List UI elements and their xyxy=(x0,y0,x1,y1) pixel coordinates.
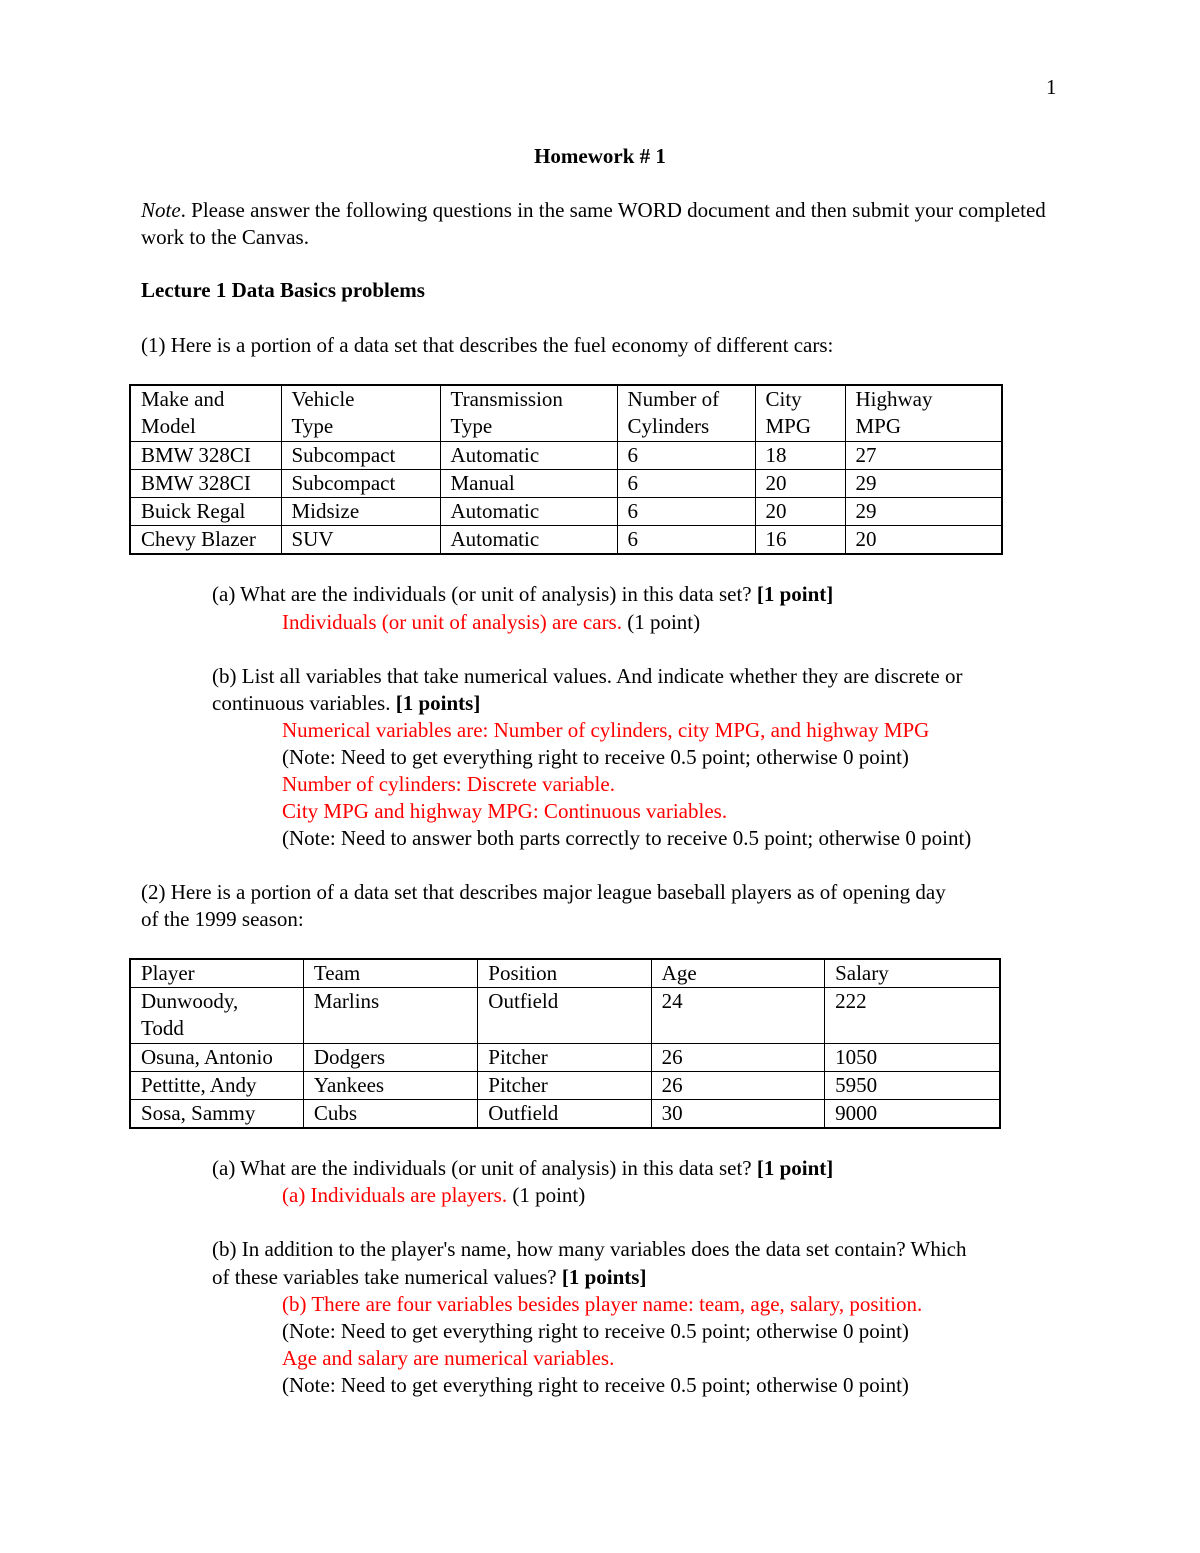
table-cell: Automatic xyxy=(440,498,617,526)
table-cell: 18 xyxy=(755,442,845,470)
table-cell: 29 xyxy=(845,498,1002,526)
section-title: Lecture 1 Data Basics problems xyxy=(141,278,425,302)
table-row xyxy=(130,470,1002,498)
q1b-points: [1 points] xyxy=(395,691,481,715)
cars-table xyxy=(129,384,1003,555)
table-cell: 29 xyxy=(845,470,1002,498)
q2b-points: [1 points] xyxy=(561,1265,647,1289)
q1b-question-line1: (b) List all variables that take numerical values. And indicate whether they are discrete or xyxy=(212,664,963,688)
note-text: . Please answer the following questions in the same WORD document and then submit your completed work to the Canvas. xyxy=(141,198,1046,249)
table-cell: Sosa, Sammy xyxy=(130,1100,303,1129)
table-header-row xyxy=(130,959,1000,988)
q1a-answer: Individuals (or unit of analysis) are cars. (1 point) xyxy=(282,610,701,634)
header-cell: Age xyxy=(651,959,824,988)
table-cell: Chevy Blazer xyxy=(130,526,281,555)
table-cell: Osuna, Antonio xyxy=(130,1044,303,1072)
table-cell: SUV xyxy=(281,526,440,555)
q1b-answer-5: (Note: Need to answer both parts correctly to receive 0.5 point; otherwise 0 point) xyxy=(282,826,972,850)
table-cell: 16 xyxy=(755,526,845,555)
table-row xyxy=(130,988,1000,1044)
header-cell: Position xyxy=(478,959,651,988)
table-cell: 6 xyxy=(617,498,755,526)
table-cell: 5950 xyxy=(825,1072,1000,1100)
table-cell: Pitcher xyxy=(478,1072,651,1100)
table-row xyxy=(130,442,1002,470)
note-label: Note xyxy=(141,198,181,222)
table-cell: 6 xyxy=(617,442,755,470)
table-cell: Subcompact xyxy=(281,442,440,470)
table-cell: Cubs xyxy=(303,1100,477,1129)
table-cell: 20 xyxy=(755,470,845,498)
q1b-answer-2: (Note: Need to get everything right to receive 0.5 point; otherwise 0 point) xyxy=(282,745,909,769)
table-cell: 6 xyxy=(617,470,755,498)
q2b-answer-3: Age and salary are numerical variables. xyxy=(282,1346,615,1370)
note-paragraph xyxy=(141,197,1071,251)
table-cell: 27 xyxy=(845,442,1002,470)
q2a-points: [1 point] xyxy=(756,1156,834,1180)
table-cell: Pitcher xyxy=(478,1044,651,1072)
table-cell: 20 xyxy=(755,498,845,526)
table-cell: BMW 328CI xyxy=(130,442,281,470)
table-header-row xyxy=(130,385,1002,442)
q2b-question-line2: of these variables take numerical values? [1 points] xyxy=(212,1265,647,1289)
table-row xyxy=(130,1072,1000,1100)
table-cell: Marlins xyxy=(303,988,477,1044)
table-cell: Pettitte, Andy xyxy=(130,1072,303,1100)
players-table xyxy=(129,958,1001,1129)
table-row xyxy=(130,498,1002,526)
q1b-answer-1: Numerical variables are: Number of cylinders, city MPG, and highway MPG xyxy=(282,718,930,742)
table-cell: Dodgers xyxy=(303,1044,477,1072)
q2a-question: (a) What are the individuals (or unit of analysis) in this data set? [1 point] xyxy=(212,1156,834,1180)
table-cell: Subcompact xyxy=(281,470,440,498)
header-cell: Transmission Type xyxy=(440,385,617,442)
table-cell: Buick Regal xyxy=(130,498,281,526)
table-row xyxy=(130,1100,1000,1129)
table-cell: BMW 328CI xyxy=(130,470,281,498)
header-cell: Player xyxy=(130,959,303,988)
header-cell: Highway MPG xyxy=(845,385,1002,442)
q2b-answer-2: (Note: Need to get everything right to receive 0.5 point; otherwise 0 point) xyxy=(282,1319,909,1343)
table-cell: Outfield xyxy=(478,1100,651,1129)
table-cell: 6 xyxy=(617,526,755,555)
document-title: Homework # 1 xyxy=(534,144,666,168)
q2b-question-line1: (b) In addition to the player's name, how many variables does the data set contain? Which xyxy=(212,1237,967,1261)
page-number: 1 xyxy=(1046,75,1057,99)
header-cell: Vehicle Type xyxy=(281,385,440,442)
header-cell: City MPG xyxy=(755,385,845,442)
header-cell: Team xyxy=(303,959,477,988)
table-cell: Automatic xyxy=(440,442,617,470)
header-cell: Salary xyxy=(825,959,1000,988)
table-cell: Yankees xyxy=(303,1072,477,1100)
table-cell: 1050 xyxy=(825,1044,1000,1072)
q2-prompt-line2: of the 1999 season: xyxy=(141,907,304,931)
table-cell: 9000 xyxy=(825,1100,1000,1129)
table-cell: 24 xyxy=(651,988,824,1044)
table-cell: Outfield xyxy=(478,988,651,1044)
q2-prompt-line1: (2) Here is a portion of a data set that describes major league baseball players as of opening day xyxy=(141,880,946,904)
q1b-question-line2: continuous variables. [1 points] xyxy=(212,691,481,715)
table-row xyxy=(130,1044,1000,1072)
q1b-answer-3: Number of cylinders: Discrete variable. xyxy=(282,772,615,796)
table-cell: 20 xyxy=(845,526,1002,555)
table-cell: 26 xyxy=(651,1072,824,1100)
table-cell: 30 xyxy=(651,1100,824,1129)
table-cell: Dunwoody, Todd xyxy=(130,988,303,1044)
q1-prompt: (1) Here is a portion of a data set that describes the fuel economy of different cars: xyxy=(141,333,834,357)
q1a-question: (a) What are the individuals (or unit of analysis) in this data set? [1 point] xyxy=(212,582,834,606)
q1b-answer-4: City MPG and highway MPG: Continuous variables. xyxy=(282,799,728,823)
q1a-points: [1 point] xyxy=(756,582,834,606)
table-cell: 222 xyxy=(825,988,1000,1044)
table-row xyxy=(130,526,1002,555)
table-cell: Midsize xyxy=(281,498,440,526)
table-cell: Manual xyxy=(440,470,617,498)
header-cell: Make and Model xyxy=(130,385,281,442)
q2b-answer-4: (Note: Need to get everything right to receive 0.5 point; otherwise 0 point) xyxy=(282,1373,909,1397)
table-cell: 26 xyxy=(651,1044,824,1072)
q2a-answer: (a) Individuals are players. (1 point) xyxy=(282,1183,586,1207)
q2b-answer-1: (b) There are four variables besides player name: team, age, salary, position. xyxy=(282,1292,923,1316)
table-cell: Automatic xyxy=(440,526,617,555)
header-cell: Number of Cylinders xyxy=(617,385,755,442)
